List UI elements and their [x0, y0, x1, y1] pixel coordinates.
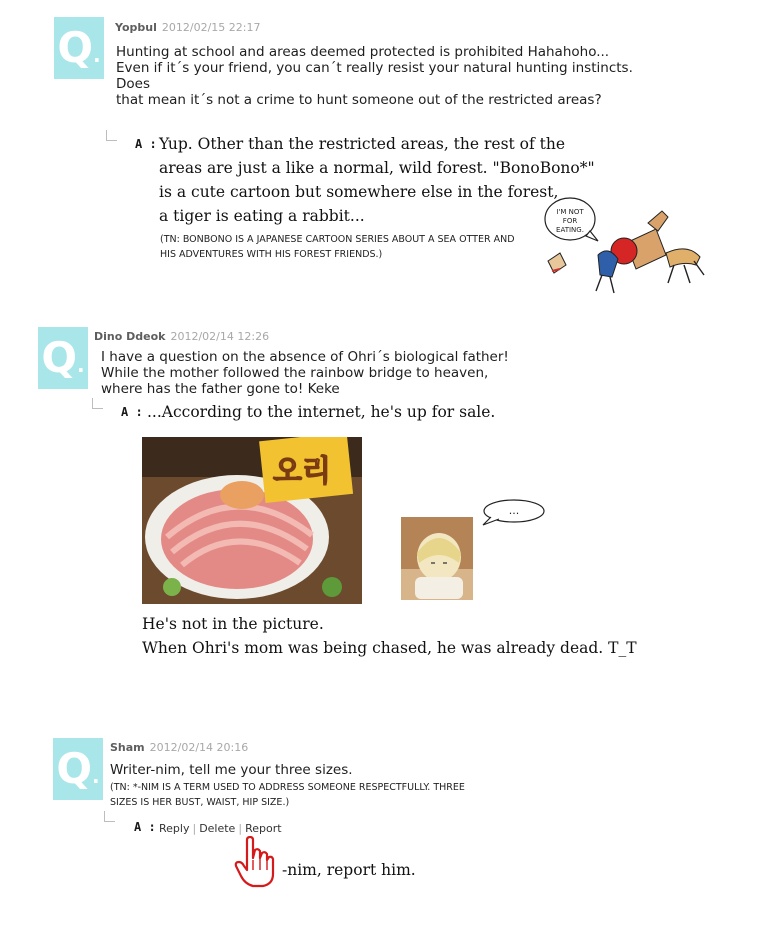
answer-line: Yup. Other than the restricted areas, the rest of the	[159, 135, 566, 153]
pointer-hand-icon	[233, 836, 279, 888]
answer-line: a tiger is eating a rabbit...	[159, 207, 365, 225]
q-badge-icon: Q.	[38, 327, 88, 389]
question-line: While the mother followed the rainbow bridge to heaven,	[101, 365, 489, 381]
separator: |	[238, 822, 243, 835]
question-line: Hunting at school and areas deemed protected is prohibited Hahahoho...	[116, 44, 610, 60]
username[interactable]: Yopbul	[115, 21, 157, 34]
ohri-character-thumbnail	[401, 517, 473, 600]
question-text	[116, 44, 636, 108]
ellipsis-speech-bubble	[481, 497, 547, 527]
reply-connector	[92, 398, 103, 409]
comment-meta	[94, 330, 269, 343]
svg-text:FOR: FOR	[562, 217, 578, 225]
answer-line: When Ohri's mom was being chased, he was already dead. T_T	[142, 639, 637, 657]
username[interactable]: Sham	[110, 741, 145, 754]
timestamp: 2012/02/15 22:17	[161, 21, 261, 34]
svg-text:EATING.: EATING.	[556, 226, 584, 234]
question-text	[101, 349, 581, 397]
tiger-rabbit-illustration	[538, 195, 714, 297]
translator-note: (TN: *-NIM IS A TERM USED TO ADDRESS SOMEONE RESPECTFULLY. THREE	[110, 782, 465, 793]
answer-line: is a cute cartoon but somewhere else in the forest,	[159, 183, 559, 201]
svg-text:오리: 오리	[273, 454, 331, 489]
timestamp: 2012/02/14 12:26	[170, 330, 270, 343]
question-line: Even if it´s your friend, you can´t really resist your natural hunting instincts. Does	[116, 60, 633, 92]
question-text: Writer-nim, tell me your three sizes.	[110, 762, 353, 778]
smoked-duck-photo	[142, 437, 362, 604]
comment-actions	[159, 822, 282, 835]
comment-meta	[115, 21, 260, 34]
separator: |	[192, 822, 197, 835]
reply-connector	[106, 130, 117, 141]
answer-line: ...According to the internet, he's up for sale.	[147, 403, 496, 421]
comment-meta	[110, 741, 248, 754]
answer-line: areas are just a like a normal, wild forest. "BonoBono*"	[159, 159, 595, 177]
svg-text:I'M NOT: I'M NOT	[556, 208, 584, 216]
question-line: where has the father gone to! Keke	[101, 381, 340, 397]
answer-line: He's not in the picture.	[142, 615, 324, 633]
q-badge-icon: Q.	[53, 738, 103, 800]
q-badge-icon: Q.	[54, 17, 104, 79]
answer-label: A :	[135, 137, 157, 151]
question-line: that mean it´s not a crime to hunt someone out of the restricted areas?	[116, 92, 602, 108]
translator-note: SIZES IS HER BUST, WAIST, HIP SIZE.)	[110, 797, 290, 808]
timestamp: 2012/02/14 20:16	[149, 741, 249, 754]
caption: -nim, report him.	[282, 861, 416, 879]
report-link[interactable]: Report	[245, 822, 282, 835]
translator-note: HIS ADVENTURES WITH HIS FOREST FRIENDS.)	[160, 249, 383, 260]
svg-text:...: ...	[508, 504, 520, 517]
reply-link[interactable]: Reply	[159, 822, 190, 835]
question-line: I have a question on the absence of Ohri´s biological father!	[101, 349, 509, 365]
translator-note: (TN: BONBONO IS A JAPANESE CARTOON SERIES ABOUT A SEA OTTER AND	[160, 234, 515, 245]
reply-connector	[104, 811, 115, 822]
answer-label: A :	[121, 405, 143, 419]
delete-link[interactable]: Delete	[199, 822, 236, 835]
username[interactable]: Dino Ddeok	[94, 330, 166, 343]
answer-label: A :	[134, 820, 156, 834]
